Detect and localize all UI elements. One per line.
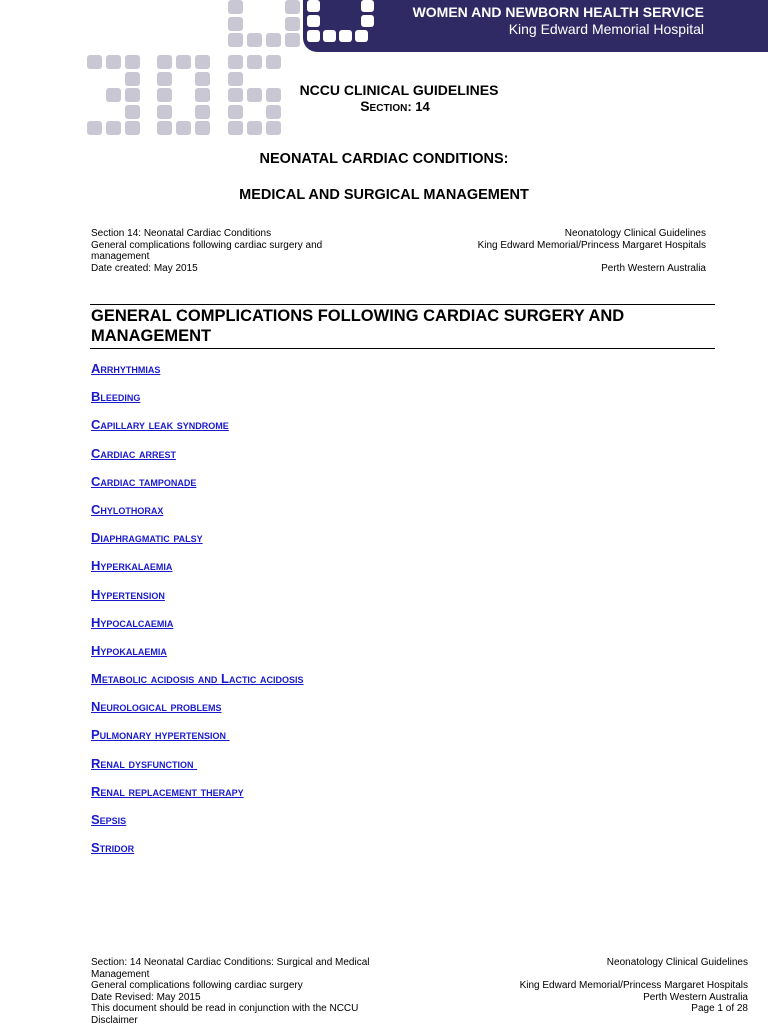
- logo-squares: [0, 0, 300, 145]
- meta-hospitals: King Edward Memorial/Princess Margaret Hospitals: [477, 239, 706, 251]
- meta-topic: General complications following cardiac surgery and management: [91, 239, 323, 262]
- list-item: [91, 388, 304, 416]
- footer-topic: General complications following cardiac surgery: [91, 980, 303, 991]
- link-stridor[interactable]: Stridor: [91, 840, 135, 856]
- link-metabolic-acidosis[interactable]: Metabolic acidosis and Lactic acidosis: [91, 671, 304, 687]
- link-chylothorax[interactable]: Chylothorax: [91, 501, 164, 517]
- banner-logo-squares: [303, 0, 378, 52]
- meta-date-created: Date created: May 2015: [91, 262, 198, 274]
- list-item: [91, 586, 304, 614]
- main-heading: GENERAL COMPLICATIONS FOLLOWING CARDIAC SURGERY AND MANAGEMENT: [91, 307, 625, 345]
- header-organization: WOMEN AND NEWBORN HEALTH SERVICE: [412, 4, 704, 20]
- document-subtitle: MEDICAL AND SURGICAL MANAGEMENT: [239, 187, 529, 203]
- list-item: [91, 726, 304, 754]
- list-item: [91, 473, 304, 501]
- footer-section: Section: 14 Neonatal Cardiac Conditions: Surgical and Medical Management: [91, 957, 370, 980]
- list-item: [91, 642, 304, 670]
- page-number: Page 1 of 28: [691, 1003, 748, 1014]
- heading-rule-top: [90, 304, 715, 305]
- meta-section: Section 14: Neonatal Cardiac Conditions: [91, 228, 272, 239]
- list-item: [91, 445, 304, 473]
- list-item: [91, 557, 304, 585]
- link-pulmonary-hypertension[interactable]: Pulmonary hypertension: [91, 727, 230, 743]
- footer-date-revised: Date Revised: May 2015: [91, 991, 201, 1003]
- heading-rule-bottom: [90, 348, 715, 349]
- complications-link-list: [91, 360, 304, 867]
- link-cardiac-tamponade[interactable]: Cardiac tamponade: [91, 473, 197, 489]
- link-neurological-problems[interactable]: Neurological problems: [91, 699, 222, 715]
- link-hyperkalaemia[interactable]: Hyperkalaemia: [91, 558, 173, 574]
- meta-location: Perth Western Australia: [601, 262, 706, 274]
- link-renal-dysfunction[interactable]: Renal dysfunction: [91, 755, 198, 771]
- list-item: [91, 614, 304, 642]
- list-item: [91, 360, 304, 388]
- link-sepsis[interactable]: Sepsis: [91, 812, 127, 827]
- footer-hospitals: King Edward Memorial/Princess Margaret Hospitals: [519, 980, 748, 991]
- meta-left: [91, 228, 351, 274]
- link-capillary-leak-syndrome[interactable]: Capillary leak syndrome: [91, 417, 229, 433]
- meta-guidelines: Neonatology Clinical Guidelines: [564, 228, 706, 239]
- link-renal-replacement-therapy[interactable]: Renal replacement therapy: [91, 783, 244, 799]
- section-value: 14: [415, 99, 430, 114]
- list-item: [91, 501, 304, 529]
- list-item: [91, 755, 304, 783]
- link-bleeding[interactable]: Bleeding: [91, 389, 141, 405]
- footer-guidelines: Neonatology Clinical Guidelines: [606, 957, 748, 968]
- list-item: [91, 839, 304, 867]
- list-item: [91, 670, 304, 698]
- list-item: [91, 698, 304, 726]
- footer-left: [91, 957, 401, 1024]
- list-item: [91, 416, 304, 444]
- footer-disclaimer: This document should be read in conjunction with the NCCU Disclaimer: [91, 1003, 359, 1024]
- footer-location: Perth Western Australia: [643, 991, 748, 1003]
- link-diaphragmatic-palsy[interactable]: Diaphragmatic palsy: [91, 530, 203, 546]
- link-arrhythmias[interactable]: Arrhythmias: [91, 361, 161, 376]
- link-hypertension[interactable]: Hypertension: [91, 586, 165, 602]
- guidelines-title: NCCU CLINICAL GUIDELINES: [299, 82, 499, 98]
- list-item: [91, 811, 304, 839]
- footer-right: [428, 957, 748, 1015]
- section-number: Section: 14: [360, 98, 430, 114]
- link-hypocalcaemia[interactable]: Hypocalcaemia: [91, 614, 174, 630]
- section-label: Section: [360, 98, 408, 114]
- list-item: [91, 529, 304, 557]
- link-cardiac-arrest[interactable]: Cardiac arrest: [91, 445, 176, 461]
- header-hospital: King Edward Memorial Hospital: [508, 21, 704, 37]
- meta-right: [406, 228, 706, 274]
- link-hypokalaemia[interactable]: Hypokalaemia: [91, 642, 167, 658]
- list-item: [91, 783, 304, 811]
- document-title: NEONATAL CARDIAC CONDITIONS:: [259, 151, 509, 167]
